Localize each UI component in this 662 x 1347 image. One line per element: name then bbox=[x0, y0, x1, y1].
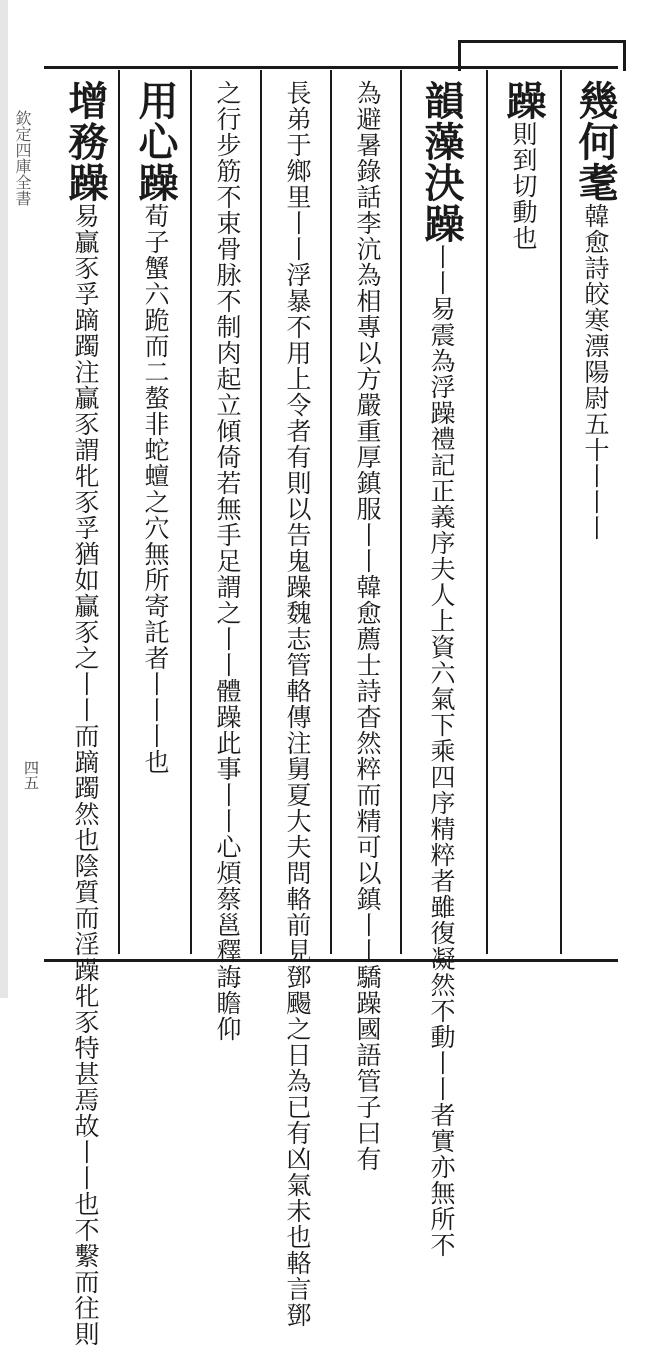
column-body: 荀子蟹六跪而二螯非蛇蟺之穴無所寄託者丨丨丨也 bbox=[141, 203, 170, 775]
column-body: 長弟于鄉里丨丨浮暴不用上令者有則以告鬼躁魏志管輅傳注舅夏大夫問輅前見鄧颺之日為已有凶氣未也輅言鄧 bbox=[283, 80, 312, 1328]
column-body: 則到切動也 bbox=[509, 121, 538, 251]
text-column-7 bbox=[126, 80, 184, 775]
column-body: 韓愈詩皎寒漂陽尉五十丨丨丨 bbox=[581, 203, 610, 541]
text-column-1 bbox=[566, 80, 624, 541]
margin-note: 欽定四庫全書 bbox=[13, 110, 32, 206]
column-rule bbox=[486, 70, 488, 954]
text-column-6 bbox=[198, 80, 256, 1042]
column-rule bbox=[560, 70, 562, 954]
column-body: 丨丨易震為浮躁禮記正義序夫人上資六氣下乘四序精粹者雖復凝然不動丨丨者實亦無所不 bbox=[427, 244, 456, 1258]
column-heading: 用心躁 bbox=[132, 80, 179, 203]
column-rule bbox=[190, 70, 192, 954]
column-heading: 躁 bbox=[500, 80, 547, 121]
column-heading: 幾何耄 bbox=[572, 80, 619, 203]
folio-number: 四五 bbox=[22, 760, 40, 790]
column-rule bbox=[260, 70, 262, 954]
text-column-8 bbox=[56, 80, 114, 1347]
column-heading: 增務躁 bbox=[62, 80, 109, 203]
column-body: 易贏豕孚蹢躅注贏豕謂牝豕孚猶如贏豕之丨丨而蹢躅然也陰質而淫躁牝豕特甚焉故丨丨也不繫而往則 bbox=[71, 203, 100, 1347]
text-column-5 bbox=[268, 80, 326, 1328]
column-heading: 韻藻決躁 bbox=[418, 80, 465, 244]
column-body: 為避暑錄話李沆為相專以方嚴重厚鎮服丨丨韓愈薦士詩杳然粹而精可以鎮丨丨驕躁國語管子曰有 bbox=[353, 80, 382, 1172]
text-column-3 bbox=[412, 80, 470, 1258]
text-column-2 bbox=[494, 80, 552, 251]
page-edge bbox=[0, 0, 8, 998]
column-rule bbox=[118, 70, 120, 954]
text-column-4 bbox=[338, 80, 396, 1172]
column-body: 之行步筋不束骨脉不制肉起立傾倚若無手足謂之丨丨體躁此事丨丨心煩蔡邕釋誨瞻仰 bbox=[213, 80, 242, 1042]
column-rule bbox=[400, 70, 402, 954]
column-rule bbox=[330, 70, 332, 954]
